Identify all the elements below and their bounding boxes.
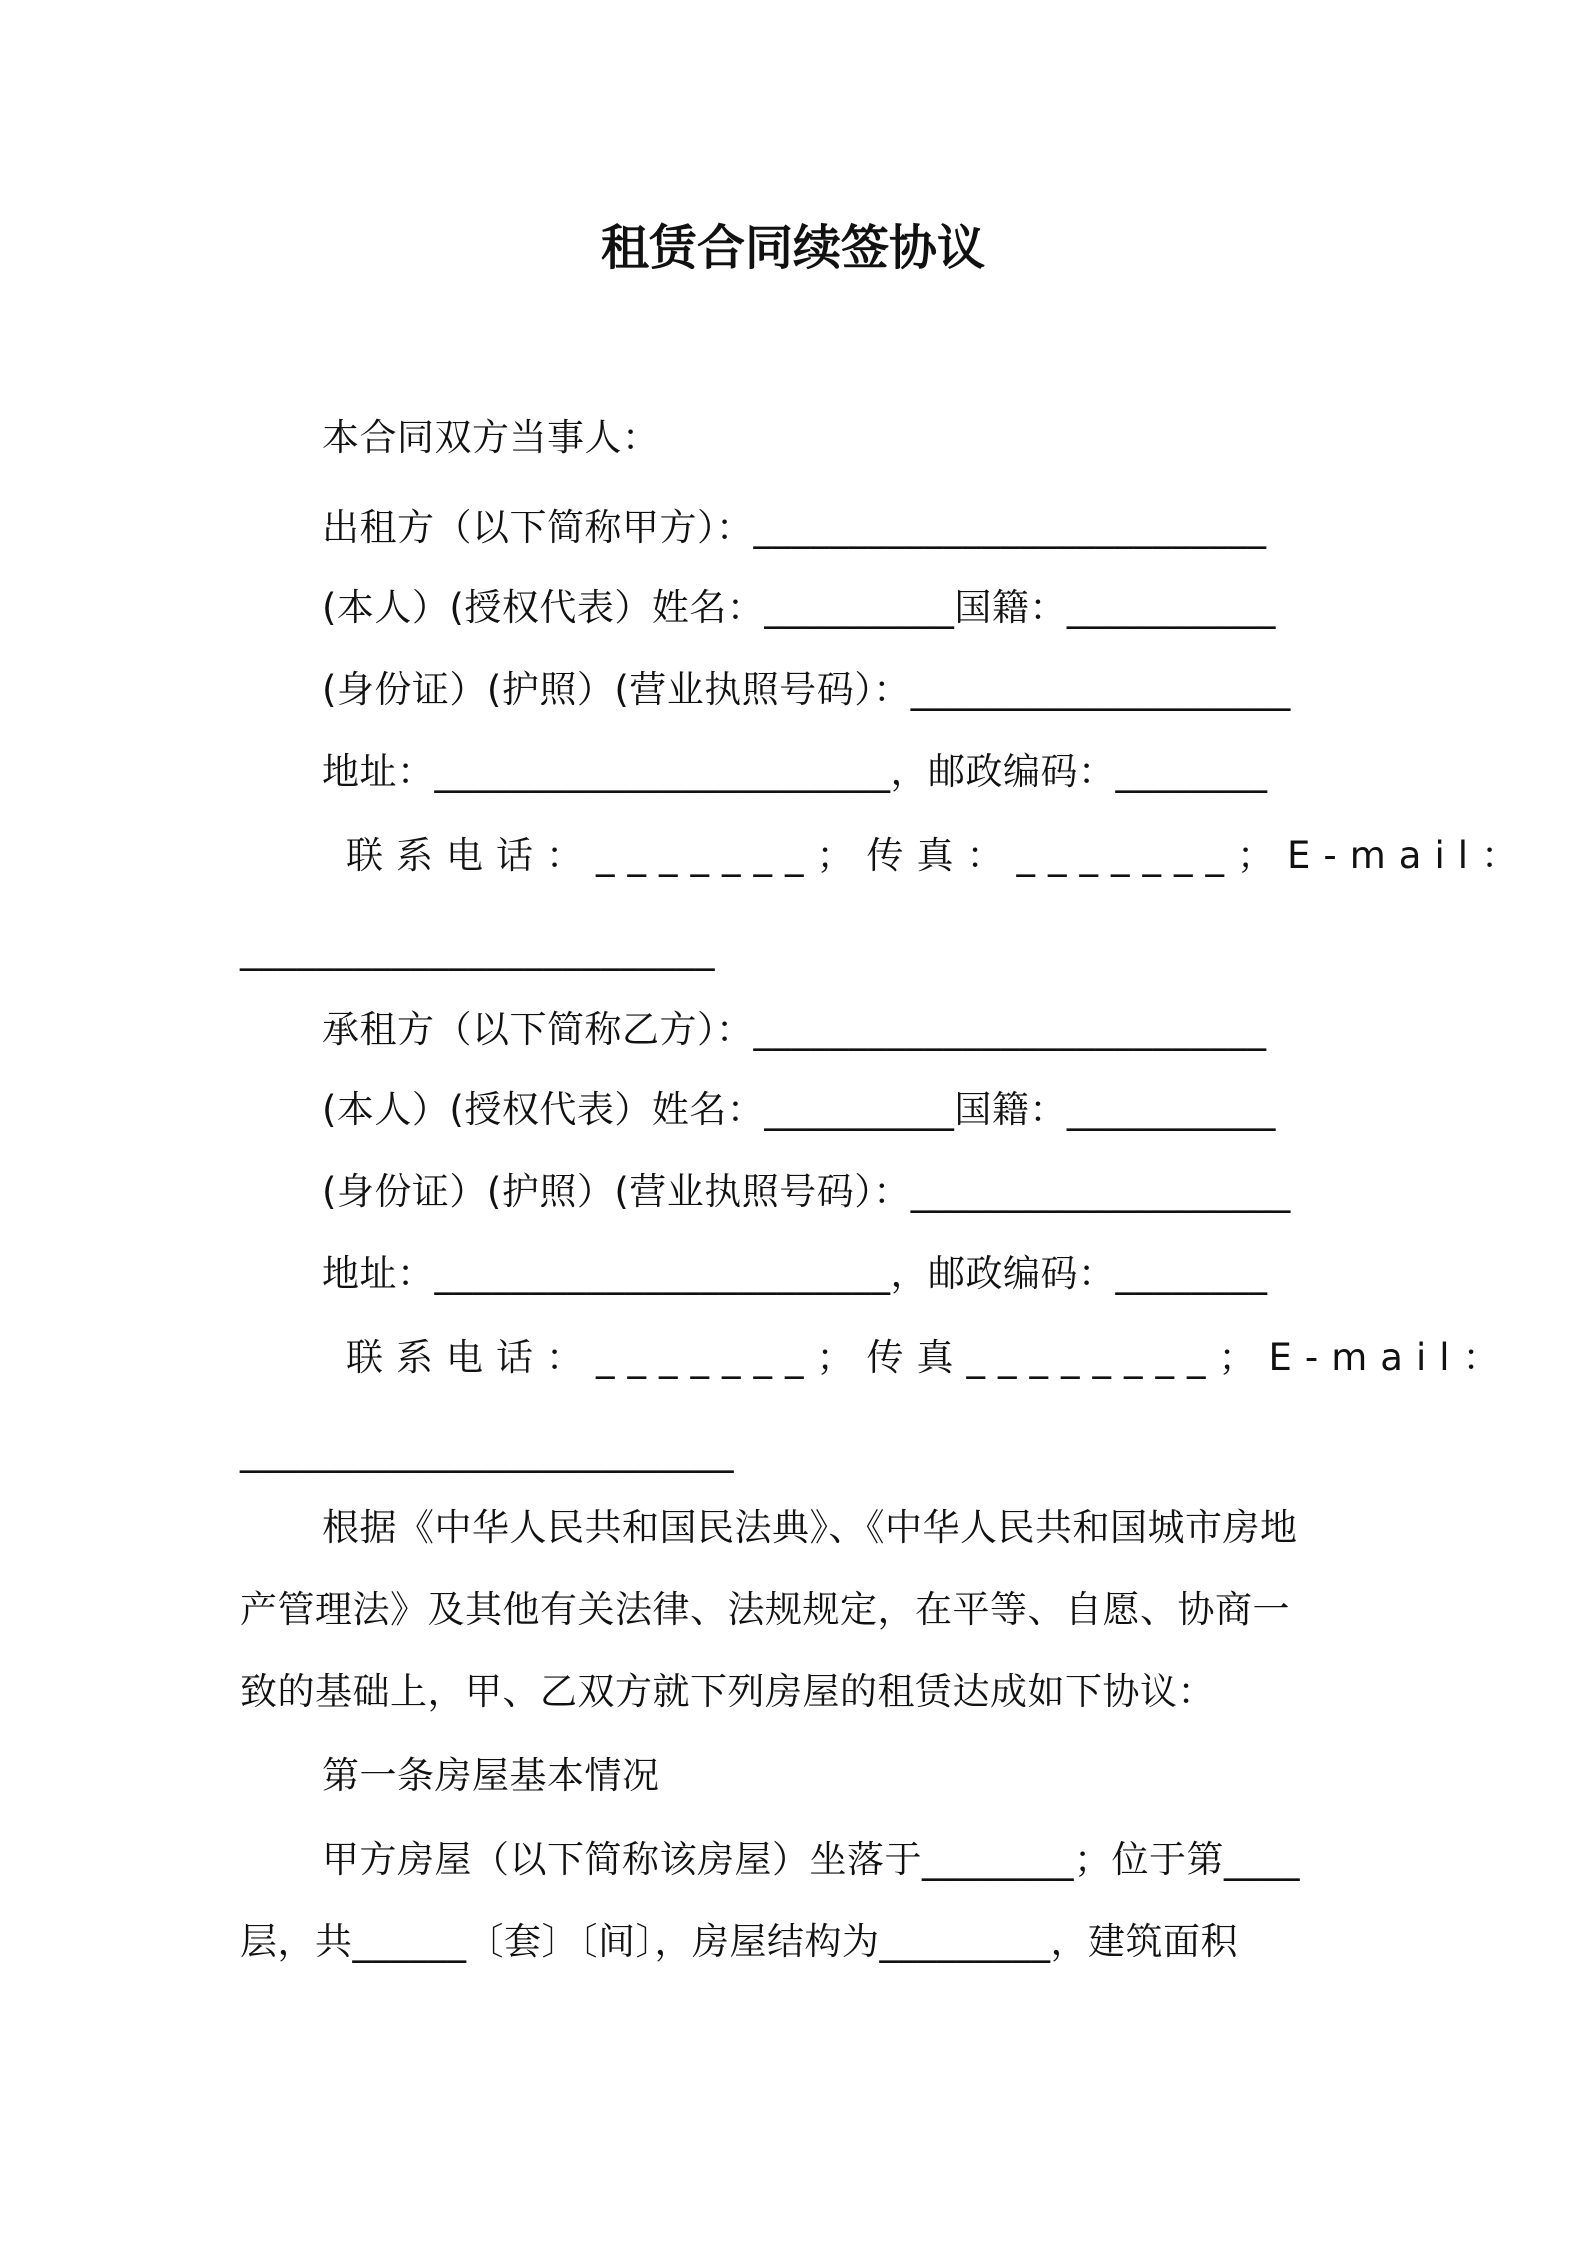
preamble-line: 根据《中华人民共和国民法典》、《中华人民共和国城市房地 [322, 1506, 1298, 1549]
lessor-email-blank: _________________________ [240, 928, 715, 971]
lessor-rep-line: (本人）(授权代表）姓名：__________国籍：___________ [322, 586, 1276, 629]
lessee-rep-line: (本人）(授权代表）姓名：__________国籍：___________ [322, 1088, 1276, 1131]
parties-heading: 本合同双方当事人： [322, 416, 660, 459]
article1-heading: 第一条房屋基本情况 [322, 1754, 660, 1797]
preamble-line: 致的基础上，甲、乙双方就下列房屋的租赁达成如下协议： [240, 1670, 1215, 1713]
lessor-address-line: 地址：________________________，邮政编码：________ [322, 750, 1268, 793]
lessee-name-line: 承租方（以下简称乙方）：___________________________ [322, 1008, 1267, 1051]
lessor-name-line: 出租方（以下简称甲方）：___________________________ [322, 506, 1267, 549]
lessor-contact-line: 联系电话：_______；传真：_______；E-mail： [346, 834, 1532, 877]
document-title: 租赁合同续签协议 [600, 220, 985, 276]
lessee-email-blank: __________________________ [240, 1430, 734, 1473]
preamble-line: 产管理法》及其他有关法律、法规规定，在平等、自愿、协商一 [240, 1588, 1290, 1631]
lessee-address-line: 地址：________________________，邮政编码：________ [322, 1252, 1268, 1295]
lessee-contact-line: 联系电话：_______；传真________；E-mail： [346, 1336, 1513, 1379]
lessee-id-line: (身份证）(护照）(营业执照号码）：____________________ [322, 1170, 1291, 1213]
article1-line: 层，共______〔套〕〔间〕，房屋结构为_________，建筑面积 [240, 1920, 1238, 1963]
article1-line: 甲方房屋（以下简称该房屋）坐落于________；位于第____ [322, 1838, 1300, 1881]
lessor-id-line: (身份证）(护照）(营业执照号码）：____________________ [322, 668, 1291, 711]
